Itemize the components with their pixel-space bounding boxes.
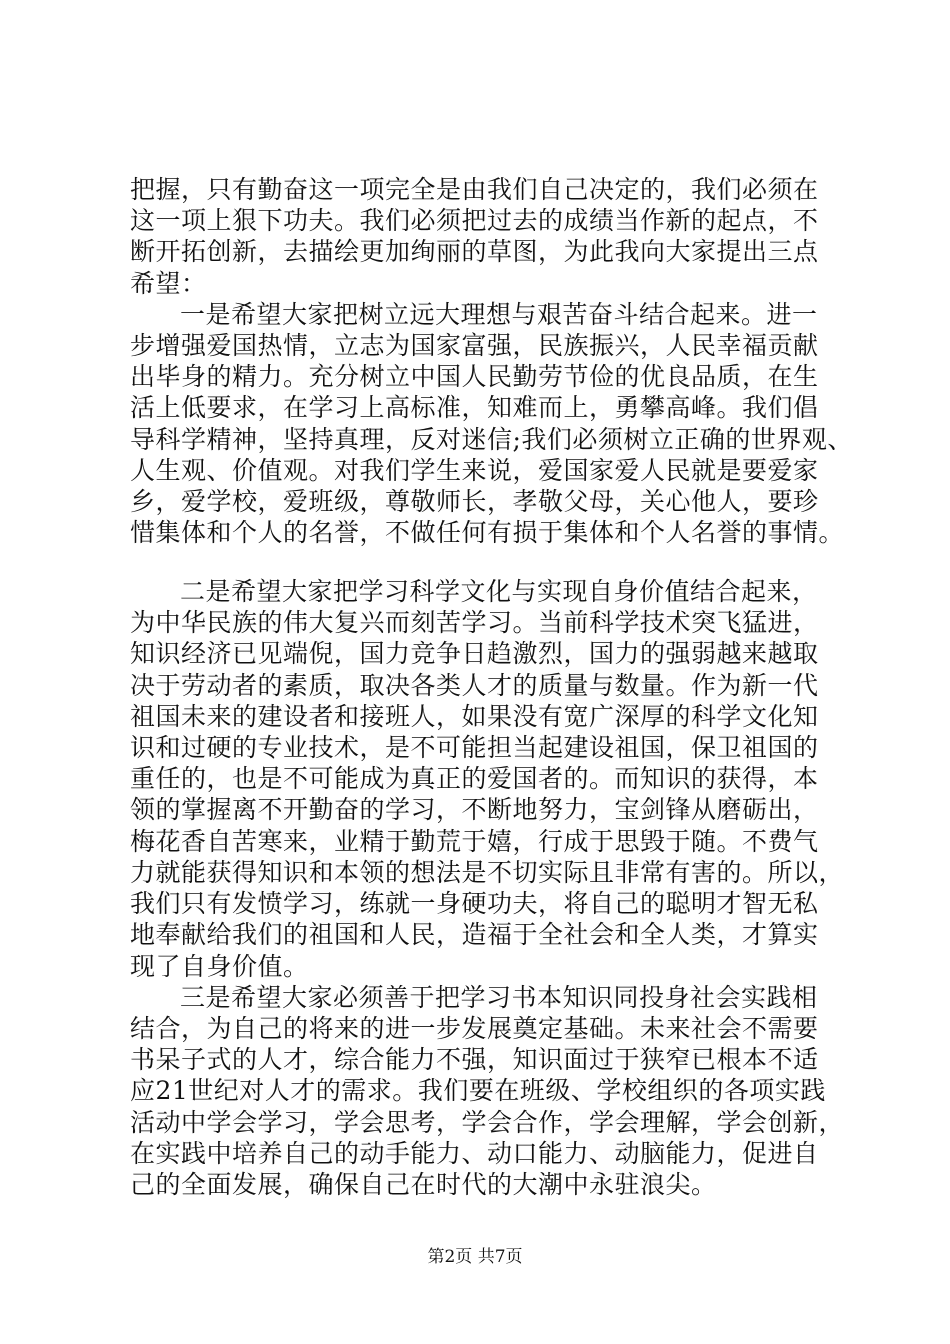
paragraph-3-line-2: 为中华民族的伟大复兴而刻苦学习。当前科学技术突飞猛进，	[130, 608, 819, 637]
paragraph-3-line-5: 祖国未来的建设者和接班人，如果没有宽广深厚的科学文化知	[130, 702, 819, 731]
paragraph-4-line-7: 己的全面发展，确保自己在时代的大潮中永驻浪尖。	[130, 1170, 717, 1199]
paragraph-4-line-3: 书呆子式的人才，综合能力不强，知识面过于狭窄已根本不适	[130, 1045, 819, 1074]
paragraph-3-line-7: 重任的，也是不可能成为真正的爱国者的。而知识的获得，本	[130, 764, 819, 793]
paragraph-1-line-3: 断开拓创新，去描绘更加绚丽的草图，为此我向大家提出三点	[130, 237, 819, 266]
page-number-footer: 第2页 共7页	[427, 1247, 523, 1267]
paragraph-3-line-12: 地奉献给我们的祖国和人民，造福于全社会和全人类，才算实	[130, 920, 819, 949]
paragraph-3-line-6: 识和过硬的专业技术，是不可能担当起建设祖国，保卫祖国的	[130, 733, 819, 762]
paragraph-2-line-1: 一是希望大家把树立远大理想与艰苦奋斗结合起来。进一	[180, 300, 818, 329]
paragraph-2-line-5: 导科学精神，坚持真理，反对迷信;我们必须树立正确的世界观、	[130, 425, 853, 454]
paragraph-4-line-1: 三是希望大家必须善于把学习书本知识同投身社会实践相	[180, 983, 818, 1012]
paragraph-3-line-11: 我们只有发愤学习，练就一身硬功夫，将自己的聪明才智无私	[130, 889, 819, 918]
paragraph-2-line-8: 惜集体和个人的名誉，不做任何有损于集体和个人名誉的事情。	[130, 518, 845, 547]
paragraph-2-line-2: 步增强爱国热情，立志为国家富强，民族振兴，人民幸福贡献	[130, 331, 819, 360]
paragraph-2-line-3: 出毕身的精力。充分树立中国人民勤劳节俭的优良品质，在生	[130, 362, 819, 391]
paragraph-1-line-1: 把握，只有勤奋这一项完全是由我们自己决定的，我们必须在	[130, 175, 819, 204]
paragraph-4-line-6: 在实践中培养自己的动手能力、动口能力、动脑能力，促进自	[130, 1139, 819, 1168]
paragraph-1-line-4: 希望：	[130, 269, 207, 298]
paragraph-4-line-4: 应21世纪对人才的需求。我们要在班级、学校组织的各项实践	[130, 1076, 826, 1105]
paragraph-3-line-4: 决于劳动者的素质，取决各类人才的质量与数量。作为新一代	[130, 671, 819, 700]
paragraph-3-line-3: 知识经济已见端倪，国力竞争日趋激烈，国力的强弱越来越取	[130, 639, 819, 668]
paragraph-4-line-2: 结合，为自己的将来的进一步发展奠定基础。未来社会不需要	[130, 1014, 819, 1043]
paragraph-3-line-9: 梅花香自苦寒来，业精于勤荒于嬉，行成于思毁于随。不费气	[130, 827, 819, 856]
paragraph-3-line-13: 现了自身价值。	[130, 952, 309, 981]
paragraph-3-line-1: 二是希望大家把学习科学文化与实现自身价值结合起来，	[180, 577, 818, 606]
paragraph-2-line-6: 人生观、价值观。对我们学生来说，爱国家爱人民就是要爱家	[130, 456, 819, 485]
paragraph-1-line-2: 这一项上狠下功夫。我们必须把过去的成绩当作新的起点，不	[130, 206, 819, 235]
paragraph-4-line-5: 活动中学会学习，学会思考，学会合作，学会理解，学会创新，	[130, 1108, 845, 1137]
paragraph-2-line-7: 乡，爱学校，爱班级，尊敬师长，孝敬父母，关心他人，要珍	[130, 487, 819, 516]
paragraph-3-line-8: 领的掌握离不开勤奋的学习，不断地努力，宝剑锋从磨砺出，	[130, 795, 819, 824]
paragraph-3-line-10: 力就能获得知识和本领的想法是不切实际且非常有害的。所以，	[130, 858, 845, 887]
paragraph-2-line-4: 活上低要求，在学习上高标准，知难而上，勇攀高峰。我们倡	[130, 393, 819, 422]
